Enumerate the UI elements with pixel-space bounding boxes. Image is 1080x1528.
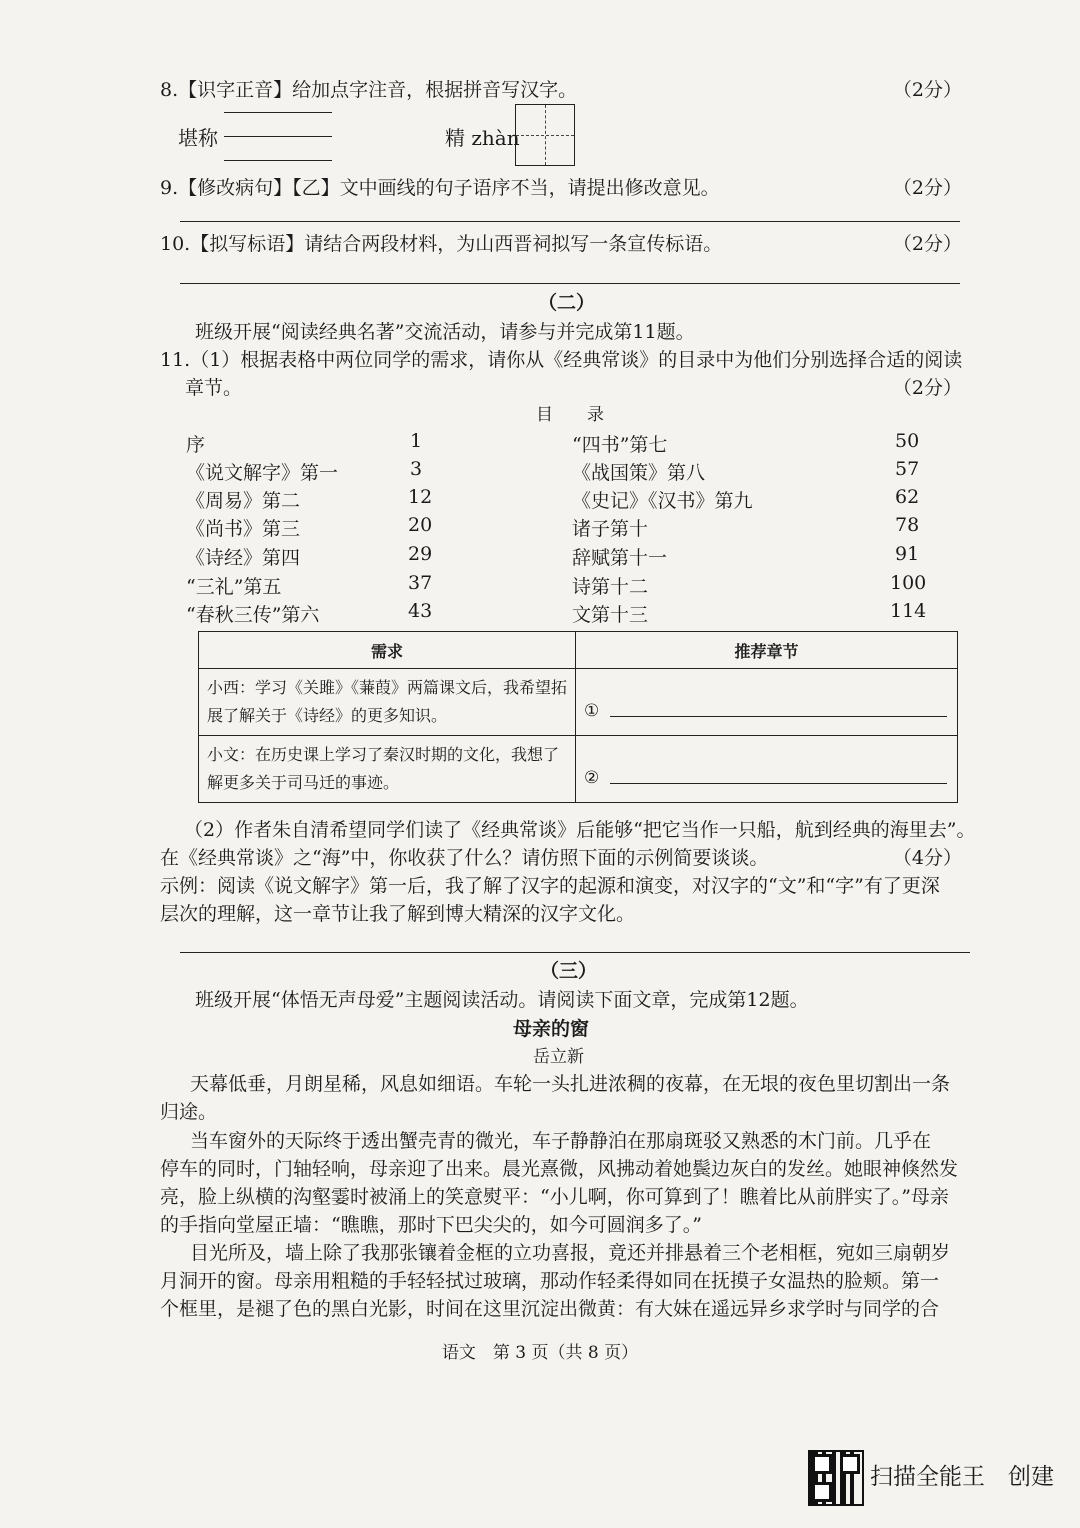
answer-line[interactable] [224, 136, 332, 137]
toc-page: 78 [895, 514, 920, 536]
article-line: 亮，脸上纵横的沟壑霎时被涌上的笑意熨平：“小儿啊，你可算到了！瞧着比从前胖实了。”母亲 [160, 1186, 949, 1208]
answer-line[interactable] [224, 112, 332, 113]
toc-page: 3 [410, 458, 423, 480]
toc-item: 文第十三 [572, 604, 649, 626]
toc-page: 12 [408, 486, 433, 508]
word-kancheng: 堪称 [178, 126, 218, 150]
word-jingzhan: 精 zhàn [445, 126, 520, 150]
example-text-cont: 层次的理解，这一章节让我了解到博大精深的汉字文化。 [160, 903, 636, 925]
toc-item: 《战国策》第八 [572, 462, 706, 484]
question-10: 10.【拟写标语】请结合两段材料，为山西晋祠拟写一条宣传标语。 [160, 233, 723, 255]
article-line: 当车窗外的天际终于透出蟹壳青的微光，车子静静泊在那扇斑驳又熟悉的木门前。几乎在 [190, 1130, 932, 1152]
article-line: 目光所及，墙上除了我那张镶着金框的立功喜报，竟还并排悬着三个老相框，宛如三扇朝岁 [190, 1242, 951, 1264]
answer-mark-1: ① [584, 701, 600, 721]
question-9-score: （2分） [892, 177, 962, 199]
toc-item: 《诗经》第四 [186, 547, 301, 569]
question-10-score: （2分） [892, 233, 962, 255]
toc-page: 114 [890, 600, 927, 622]
question-8: 8.【识字正音】给加点字注音，根据拼音写汉字。 [160, 79, 578, 101]
article-line: 归途。 [160, 1101, 218, 1123]
section-2-heading: （二） [538, 292, 596, 314]
toc-item: 序 [186, 434, 206, 456]
recommendation-table [198, 631, 958, 803]
answer-mark-2: ② [584, 768, 600, 788]
article-title: 母亲的窗 [513, 1018, 590, 1040]
article-line: 天幕低垂，月朗星稀，风息如细语。车轮一头扎进浓稠的夜幕，在无垠的夜色里切割出一条 [190, 1073, 951, 1095]
answer-line[interactable] [224, 160, 332, 161]
answer-cell-1[interactable] [576, 669, 958, 736]
toc-item: 《尚书》第三 [186, 518, 301, 540]
answer-line[interactable] [610, 716, 947, 717]
example-text: 示例：阅读《说文解字》第一后，我了解了汉字的起源和演变，对汉字的“文”和“字”有了更深 [160, 875, 940, 897]
answer-cell-2[interactable] [576, 736, 958, 803]
toc-item: 诸子第十 [572, 518, 649, 540]
section-3-heading: （三） [540, 960, 598, 982]
toc-item: “四书”第七 [572, 434, 668, 456]
table-header-need: 需求 [199, 632, 576, 669]
toc-title: 目 录 [536, 405, 604, 425]
toc-page: 91 [895, 543, 920, 565]
question-9: 9.【修改病句】【乙】文中画线的句子语序不当，请提出修改意见。 [160, 177, 720, 199]
question-11-1-cont: 章节。 [185, 377, 243, 399]
article-line: 月洞开的窗。母亲用粗糙的手轻轻拭过玻璃，那动作轻柔得如同在抚摸子女温热的脸颊。第一 [160, 1270, 940, 1292]
question-11-2-cont: 在《经典常谈》之“海”中，你收获了什么？请仿照下面的示例简要谈谈。 [160, 847, 769, 869]
page-footer: 语文 第 3 页（共 8 页） [441, 1343, 639, 1363]
toc-page: 20 [408, 514, 433, 536]
section-2-intro: 班级开展“阅读经典名著”交流活动，请参与并完成第11题。 [195, 321, 695, 343]
need-xiaoxi: 小西：学习《关雎》《蒹葭》两篇课文后，我希望拓展了解关于《诗经》的更多知识。 [199, 669, 576, 736]
toc-page: 50 [895, 430, 920, 452]
tianzige-box[interactable] [515, 104, 575, 166]
question-11-1-score: （2分） [892, 377, 962, 399]
answer-line[interactable] [610, 783, 947, 784]
question-11-2-score: （4分） [892, 847, 962, 869]
need-xiaowen: 小文：在历史课上学习了秦汉时期的文化，我想了解更多关于司马迁的事迹。 [199, 736, 576, 803]
article-line: 个框里，是褪了色的黑白光影，时间在这里沉淀出微黄：有大妹在遥远异乡求学时与同学的合 [160, 1298, 940, 1320]
toc-page: 100 [890, 572, 927, 594]
toc-page: 62 [895, 486, 920, 508]
toc-item: 《说文解字》第一 [186, 462, 339, 484]
table-header-chapter: 推荐章节 [576, 632, 958, 669]
article-line: 的手指向堂屋正墙：“瞧瞧，那时下巴尖尖的，如今可圆润多了。” [160, 1214, 702, 1236]
answer-line[interactable] [180, 221, 960, 222]
question-11-2: （2）作者朱自清希望同学们读了《经典常谈》后能够“把它当作一只船，航到经典的海里去”。 [184, 819, 976, 841]
table-row [199, 669, 958, 736]
question-11-1: 11.（1）根据表格中两位同学的需求，请你从《经典常谈》的目录中为他们分别选择合适的阅读 [160, 349, 963, 371]
table-row [199, 736, 958, 803]
qr-code-icon [808, 1450, 864, 1506]
article-author: 岳立新 [533, 1047, 584, 1067]
toc-page: 37 [408, 572, 433, 594]
toc-page: 29 [408, 543, 433, 565]
toc-item: “三礼”第五 [186, 576, 282, 598]
answer-line[interactable] [180, 283, 960, 284]
toc-item: 《周易》第二 [186, 490, 301, 512]
answer-line[interactable] [180, 952, 970, 953]
question-8-score: （2分） [892, 79, 962, 101]
toc-page: 1 [410, 430, 423, 452]
scanner-watermark: 扫描全能王 创建 [870, 1464, 1054, 1490]
toc-page: 57 [895, 458, 920, 480]
toc-item: “春秋三传”第六 [186, 604, 320, 626]
section-3-intro: 班级开展“体悟无声母爱”主题阅读活动。请阅读下面文章，完成第12题。 [195, 989, 809, 1011]
toc-item: 辞赋第十一 [572, 547, 668, 569]
toc-item: 《史记》《汉书》第九 [572, 490, 753, 512]
article-line: 停车的同时，门轴轻响，母亲迎了出来。晨光熹微，风拂动着她鬓边灰白的发丝。她眼神倏然发 [160, 1158, 959, 1180]
toc-item: 诗第十二 [572, 576, 649, 598]
toc-page: 43 [408, 600, 433, 622]
